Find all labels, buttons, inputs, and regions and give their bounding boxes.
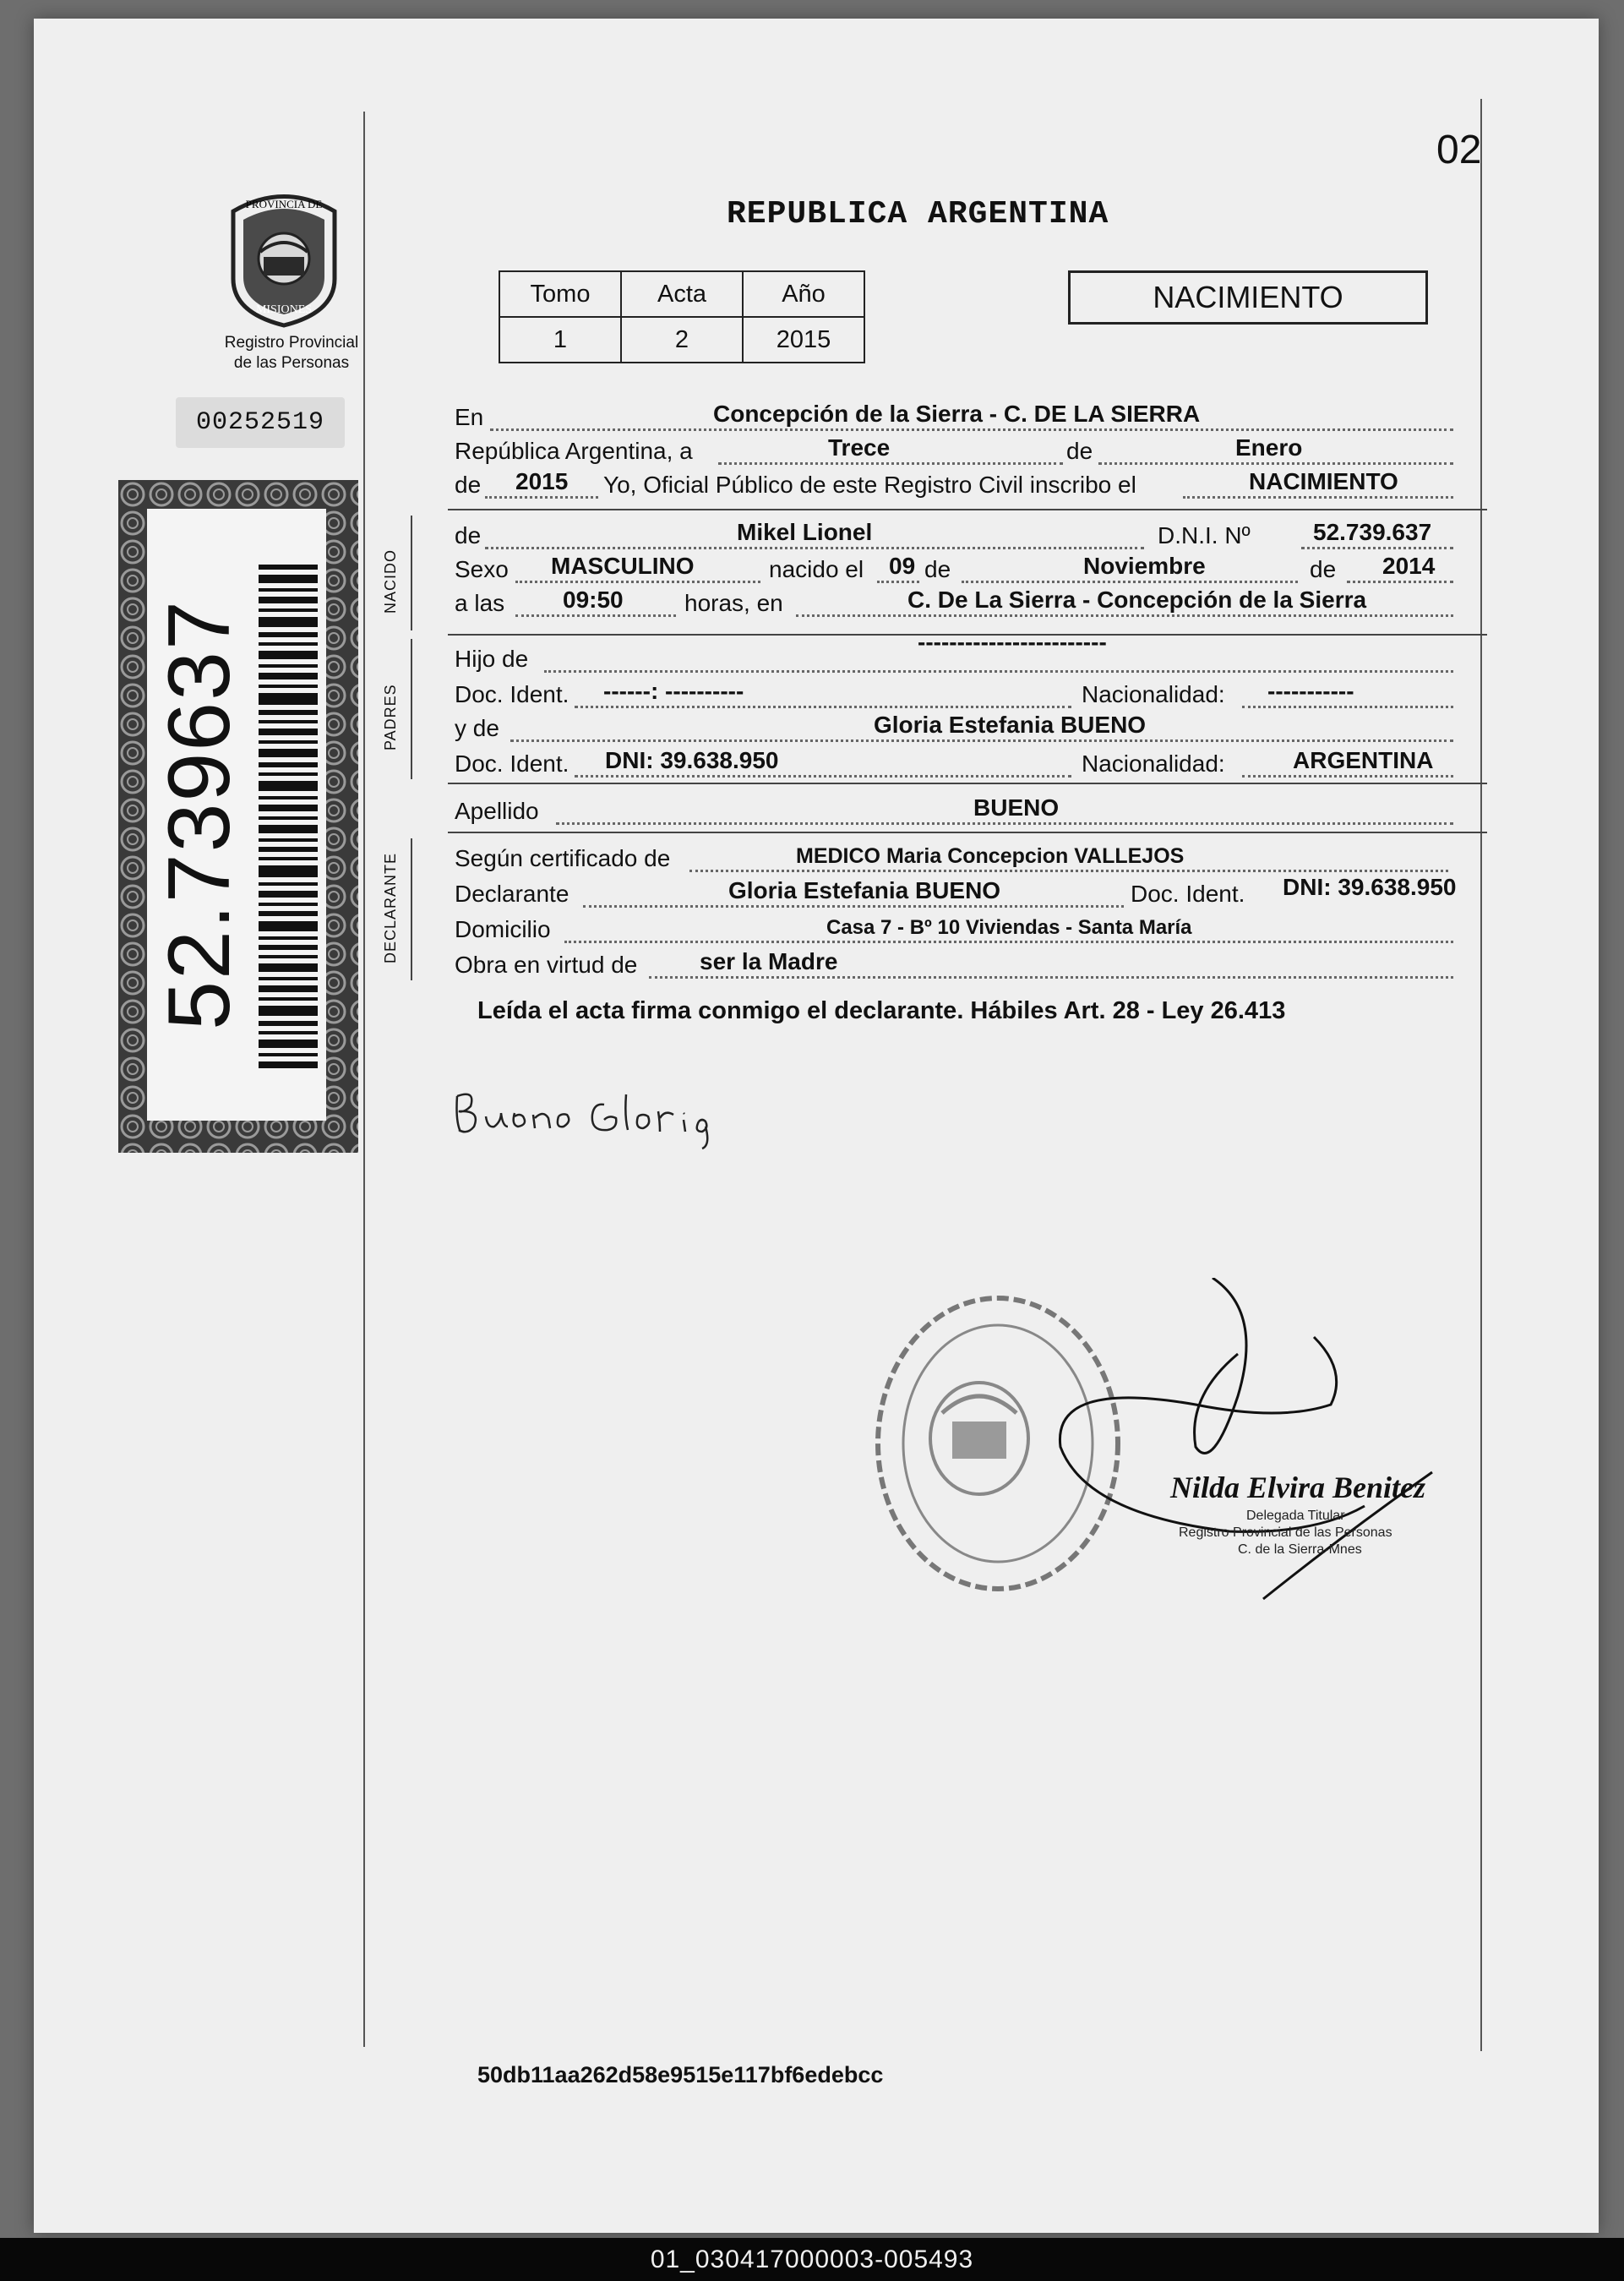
header-acta: Acta bbox=[621, 271, 743, 317]
label-obra: Obra en virtud de bbox=[455, 952, 638, 978]
section-padres: PADRES bbox=[382, 684, 399, 750]
nacido-side-line bbox=[411, 516, 412, 630]
divider-3 bbox=[448, 783, 1487, 784]
value-birth-year: 2014 bbox=[1382, 553, 1436, 579]
label-inscribo: Yo, Oficial Público de este Registro Civil inscribo el bbox=[603, 472, 1136, 498]
label-nacionalidad-madre: Nacionalidad: bbox=[1082, 750, 1225, 777]
barcode-number: 52.739637 bbox=[150, 599, 248, 1030]
file-reference-bar bbox=[0, 2238, 1624, 2281]
label-dni: D.N.I. Nº bbox=[1158, 522, 1251, 548]
official-title-3: C. de la Sierra-Mnes bbox=[1238, 1542, 1362, 1557]
section-declarante: DECLARANTE bbox=[382, 852, 399, 963]
value-acta: 2 bbox=[621, 317, 743, 363]
row-year bbox=[455, 465, 1453, 504]
official-title-1: Delegada Titular bbox=[1246, 1509, 1345, 1523]
record-table-header bbox=[499, 271, 864, 317]
closing-text: Leída el acta firma conmigo el declarante. Hábiles Art. 28 - Ley 26.413 bbox=[477, 997, 1286, 1024]
value-obra: ser la Madre bbox=[700, 948, 838, 974]
label-certificado: Según certificado de bbox=[455, 845, 671, 871]
value-tomo: 1 bbox=[499, 317, 621, 363]
serial-number: 00252519 bbox=[176, 397, 345, 448]
label-nacionalidad-padre: Nacionalidad: bbox=[1082, 681, 1225, 707]
label-domicilio: Domicilio bbox=[455, 916, 551, 942]
label-y-de: y de bbox=[455, 715, 499, 741]
row-certificado bbox=[455, 838, 1453, 877]
label-alas: a las bbox=[455, 590, 505, 616]
row-domicilio bbox=[455, 909, 1453, 948]
file-reference: 01_030417000003-005493 bbox=[650, 2246, 974, 2273]
registry-line1: Registro Provincial bbox=[224, 334, 359, 352]
left-margin-line bbox=[363, 112, 365, 2047]
label-doc-padre: Doc. Ident. bbox=[455, 681, 569, 707]
label-year-de: de bbox=[455, 472, 482, 498]
emblem-top-text: PROVINCIA DE bbox=[245, 198, 323, 210]
barcode-panel bbox=[147, 509, 326, 1121]
value-month: Enero bbox=[1235, 434, 1303, 461]
value-padre: ------------------------ bbox=[918, 629, 1107, 655]
value-dni: 52.739.637 bbox=[1313, 519, 1432, 545]
row-hijo bbox=[455, 629, 1453, 678]
declarante-side-line bbox=[411, 838, 412, 980]
value-nacionalidad-madre: ARGENTINA bbox=[1293, 747, 1434, 773]
certificate-sheet bbox=[34, 19, 1599, 2233]
country-title: REPUBLICA ARGENTINA bbox=[727, 196, 1109, 232]
registry-name bbox=[203, 333, 380, 374]
value-birth-day: 09 bbox=[889, 553, 916, 579]
label-declarante: Declarante bbox=[455, 881, 569, 907]
label-de-month: de bbox=[1066, 438, 1093, 464]
divider-4 bbox=[448, 832, 1487, 833]
value-apellido: BUENO bbox=[973, 794, 1060, 821]
emblem-bottom-text: MISIONES bbox=[255, 303, 313, 316]
document-hash: 50db11aa262d58e9515e117bf6edebcc bbox=[477, 2062, 884, 2087]
label-doc-declarante: Doc. Ident. bbox=[1131, 881, 1245, 907]
value-doc-declarante: DNI: 39.638.950 bbox=[1283, 874, 1457, 900]
label-nacido-el: nacido el bbox=[769, 556, 864, 582]
value-birth-month: Noviembre bbox=[1083, 553, 1206, 579]
header-tomo: Tomo bbox=[499, 271, 621, 317]
barcode-bars bbox=[259, 561, 318, 1068]
label-republica: República Argentina, a bbox=[455, 438, 693, 464]
record-table bbox=[499, 270, 865, 363]
row-madre bbox=[455, 708, 1453, 747]
official-title-2: Registro Provincial de las Personas bbox=[1179, 1525, 1392, 1540]
official-seal-and-signature bbox=[841, 1278, 1483, 1633]
value-nombre: Mikel Lionel bbox=[737, 519, 873, 545]
value-nacionalidad-padre: ----------- bbox=[1267, 678, 1354, 704]
value-doc-padre: ------: ---------- bbox=[603, 678, 744, 704]
row-hora bbox=[455, 583, 1453, 622]
value-lugar: C. De La Sierra - Concepción de la Sierra bbox=[907, 587, 1367, 613]
value-hora: 09:50 bbox=[563, 587, 624, 613]
label-de-birth-year: de bbox=[1310, 556, 1337, 582]
barcode-label bbox=[118, 480, 358, 1153]
record-table-values bbox=[499, 317, 864, 363]
label-apellido: Apellido bbox=[455, 798, 539, 824]
label-doc-madre: Doc. Ident. bbox=[455, 750, 569, 777]
row-declarante bbox=[455, 874, 1457, 913]
declarant-signature bbox=[452, 1079, 773, 1155]
value-sexo: MASCULINO bbox=[551, 553, 695, 579]
label-de-birth-month: de bbox=[924, 556, 951, 582]
value-certificado: MEDICO Maria Concepcion VALLEJOS bbox=[796, 844, 1185, 868]
registry-line2: de las Personas bbox=[233, 354, 350, 372]
value-declarante: Gloria Estefania BUENO bbox=[728, 877, 1001, 903]
right-margin-line bbox=[1480, 99, 1482, 2051]
value-doc-madre: DNI: 39.638.950 bbox=[605, 747, 779, 773]
label-sexo: Sexo bbox=[455, 556, 509, 582]
row-doc-madre bbox=[455, 744, 1453, 783]
record-type-box: NACIMIENTO bbox=[1068, 270, 1428, 325]
value-inscribo: NACIMIENTO bbox=[1249, 468, 1398, 494]
label-horas-en: horas, en bbox=[684, 590, 783, 616]
label-nombre-de: de bbox=[455, 522, 482, 548]
label-hijo: Hijo de bbox=[455, 646, 529, 672]
value-en: Concepción de la Sierra - C. DE LA SIERRA bbox=[713, 401, 1201, 427]
province-emblem bbox=[226, 186, 341, 328]
value-anio: 2015 bbox=[743, 317, 864, 363]
header-anio: Año bbox=[743, 271, 864, 317]
value-day: Trece bbox=[828, 434, 891, 461]
page-number: 02 bbox=[1436, 128, 1482, 172]
value-year: 2015 bbox=[515, 468, 569, 494]
section-nacido: NACIDO bbox=[382, 548, 399, 614]
row-obra bbox=[455, 945, 1453, 984]
official-signature-name: Nilda Elvira Benitez bbox=[1170, 1471, 1426, 1504]
value-domicilio: Casa 7 - Bº 10 Viviendas - Santa María bbox=[826, 916, 1192, 939]
divider-1 bbox=[448, 509, 1487, 510]
label-en: En bbox=[455, 404, 484, 430]
row-apellido bbox=[455, 791, 1453, 830]
padres-side-line bbox=[411, 639, 412, 779]
value-madre: Gloria Estefania BUENO bbox=[874, 712, 1147, 738]
